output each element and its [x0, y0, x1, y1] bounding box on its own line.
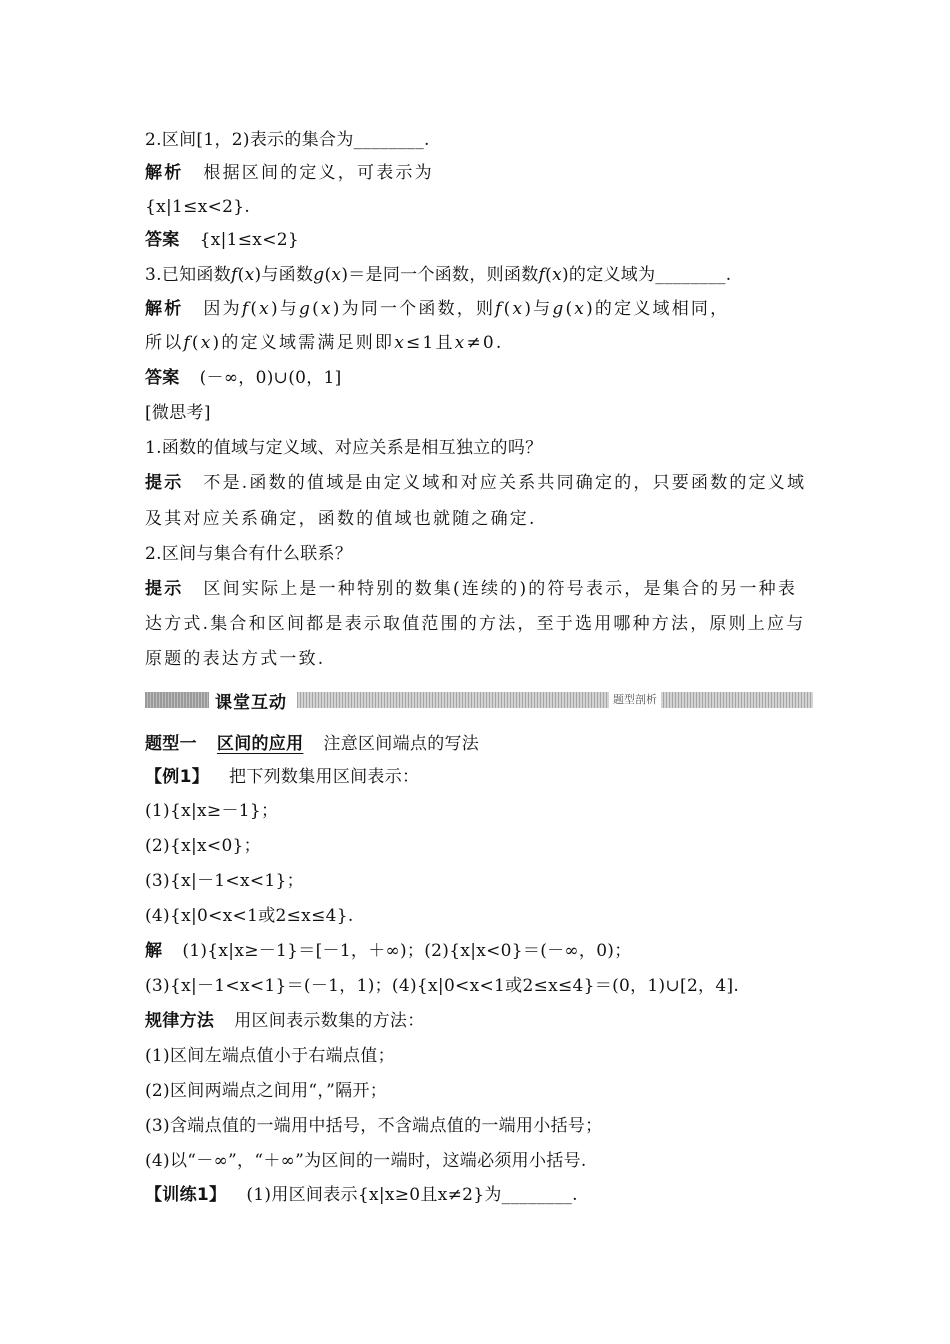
banner-right-label: 题型剖析 — [609, 691, 661, 709]
think-hint-2-line-2: 达方式.集合和区间都是表示取值范围的方法，至于选用哪种方法，原则上应与 — [145, 614, 806, 634]
training-1: 【训练1】 (1)用区间表示{x|x≥0且x≠2}为________. — [145, 1185, 578, 1205]
analysis-set: {x|1≤x<2}. — [145, 197, 251, 217]
answer-text: (－∞，0)∪(0，1] — [199, 368, 342, 388]
example-1-prompt: 【例1】 把下列数集用区间表示： — [145, 767, 420, 787]
question-2 — [145, 128, 810, 152]
answer-label: 答案 — [145, 230, 180, 250]
type-topic: 区间的应用 — [216, 734, 304, 754]
think-hint-1-line-1: 提示 不是.函数的值域是由定义域和对应关系共同确定的，只要函数的定义域 — [145, 473, 807, 493]
type-1-heading — [145, 732, 810, 756]
question-2-text: 2.区间[1，2)表示的集合为________. — [145, 130, 430, 150]
method-rule: (2)区间两端点之间用“，”隔开； — [145, 1081, 388, 1101]
question-2-answer — [145, 228, 810, 252]
question-3-analysis-line-2: 所以f(x)的定义域需满足则即x≤1且x≠0. — [145, 333, 504, 353]
analysis-label: 解析 — [145, 163, 184, 183]
example-1-item: (3){x|－1<x<1}； — [145, 871, 304, 891]
example-1-item: (4){x|0<x<1或2≤x≤4}. — [145, 906, 354, 926]
method-label: 规律方法 — [145, 1011, 215, 1031]
training-tag: 【训练1】 — [145, 1185, 227, 1205]
think-question-1: 1.函数的值域与定义域、对应关系是相互独立的吗？ — [145, 438, 543, 458]
question-3-answer — [145, 366, 810, 390]
method-rule: (3)含端点值的一端用中括号，不含端点值的一端用小括号； — [145, 1116, 603, 1136]
method-heading: 规律方法 用区间表示数集的方法： — [145, 1011, 425, 1031]
analysis-label: 解析 — [145, 299, 184, 319]
question-3-analysis: 解析 因为f(x)与g(x)为同一个函数，则f(x)与g(x)的定义域相同， — [145, 299, 730, 319]
question-2-analysis-set — [145, 195, 810, 219]
think-hint-1-line-2: 及其对应关系确定，函数的值域也就随之确定. — [145, 509, 537, 529]
think-heading: [微思考] — [145, 403, 211, 423]
section-banner — [145, 690, 813, 713]
type-label: 题型一 — [145, 734, 197, 754]
example-1-solution-line-1: 解 (1){x|x≥－1}＝[－1，＋∞)；(2){x|x<0}＝(－∞，0)； — [145, 941, 632, 961]
method-rule: (1)区间左端点值小于右端点值； — [145, 1046, 395, 1066]
think-hint-2-line-3: 原题的表达方式一致. — [145, 649, 326, 669]
think-question-2: 2.区间与集合有什么联系？ — [145, 544, 353, 564]
banner-title: 课堂互动 — [215, 693, 287, 713]
example-tag: 【例1】 — [145, 767, 210, 787]
example-1-solution-line-2: (3){x|－1<x<1}＝(－1，1)；(4){x|0<x<1或2≤x≤4}＝(0，1)∪[2，4]. — [145, 976, 740, 996]
example-1-item: (2){x|x<0}； — [145, 836, 261, 856]
answer-label: 答案 — [145, 368, 180, 388]
banner-left-bar — [145, 692, 209, 708]
solution-label: 解 — [145, 941, 163, 961]
answer-text: {x|1≤x<2} — [199, 230, 299, 250]
type-note: 注意区间端点的写法 — [323, 734, 480, 754]
question-2-analysis — [145, 161, 810, 185]
banner-right-bar — [297, 692, 813, 708]
think-hint-2-line-1: 提示 区间实际上是一种特别的数集(连续的)的符号表示，是集合的另一种表 — [145, 579, 798, 599]
example-1-item: (1){x|x≥－1}； — [145, 801, 279, 821]
hint-label: 提示 — [145, 473, 184, 493]
method-rule: (4)以“－∞”，“＋∞”为区间的一端时，这端必须用小括号. — [145, 1151, 587, 1171]
question-3: 3.已知函数f(x)与函数g(x)＝是同一个函数，则函数f(x)的定义域为________. — [145, 265, 732, 285]
analysis-text: 根据区间的定义，可表示为 — [203, 163, 434, 183]
hint-label: 提示 — [145, 579, 184, 599]
